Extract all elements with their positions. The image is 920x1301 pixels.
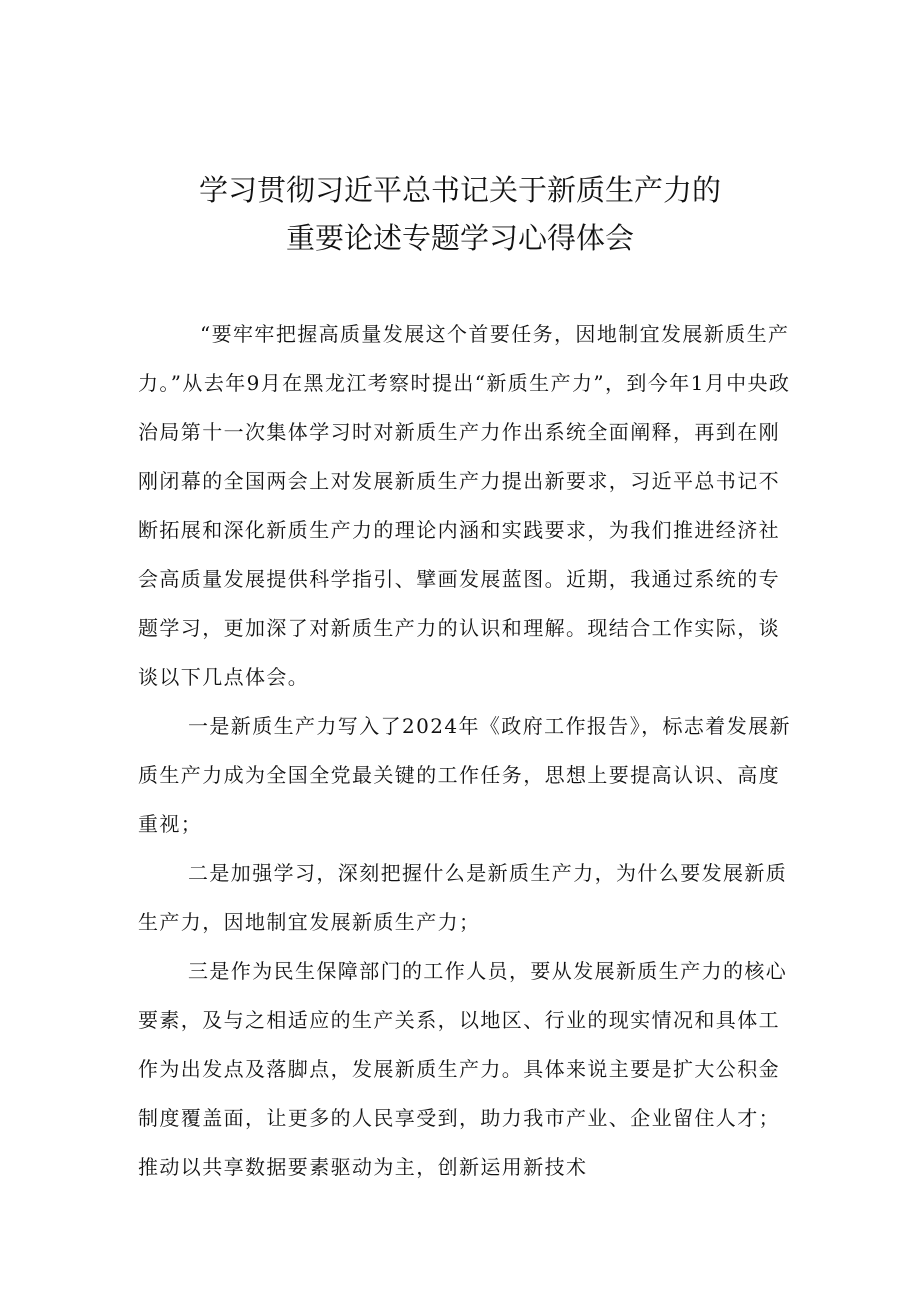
document-title-line-1: 学习贯彻习近平总书记关于新质生产力的 — [198, 173, 721, 207]
document-body — [138, 310, 798, 1192]
paragraph-point-3: 三是作为民生保障部门的工作人员，要从发展新质生产力的核心要素，及与之相适应的生产关系，以地区、行业的现实情况和具体工作为出发点及落脚点，发展新质生产力。具体来说主要是扩大公积金制度覆盖面，让更多的人民享受到，助力我市产业、企业留住人才；推动以共享数据要素驱动为主，创新运用新技术 — [138, 959, 788, 1179]
paragraph-point-2: 二是加强学习，深刻把握什么是新质生产力，为什么要发展新质生产力，因地制宜发展新质生产力； — [138, 861, 788, 934]
document-title-line-2: 重要论述专题学习心得体会 — [285, 221, 634, 255]
paragraph-point-1: 一是新质生产力写入了2024年《政府工作报告》，标志着发展新质生产力成为全国全党最关键的工作任务，思想上要提高认识、高度重视； — [138, 714, 791, 836]
paragraph-intro: “要牢牢把握高质量发展这个首要任务，因地制宜发展新质生产力。”从去年9月在黑龙江考察时提出“新质生产力”，到今年1月中央政治局第十一次集体学习时对新质生产力作出系统全面阐释，再到在刚刚闭幕的全国两会上对发展新质生产力提出新要求，习近平总书记不断拓展和深化新质生产力的理论内涵和实践要求，为我们推进经济社会高质量发展提供科学指引、擘画发展蓝图。近期，我通过系统的专题学习，更加深了对新质生产力的认识和理解。现结合工作实际，谈谈以下几点体会。 — [138, 322, 791, 689]
